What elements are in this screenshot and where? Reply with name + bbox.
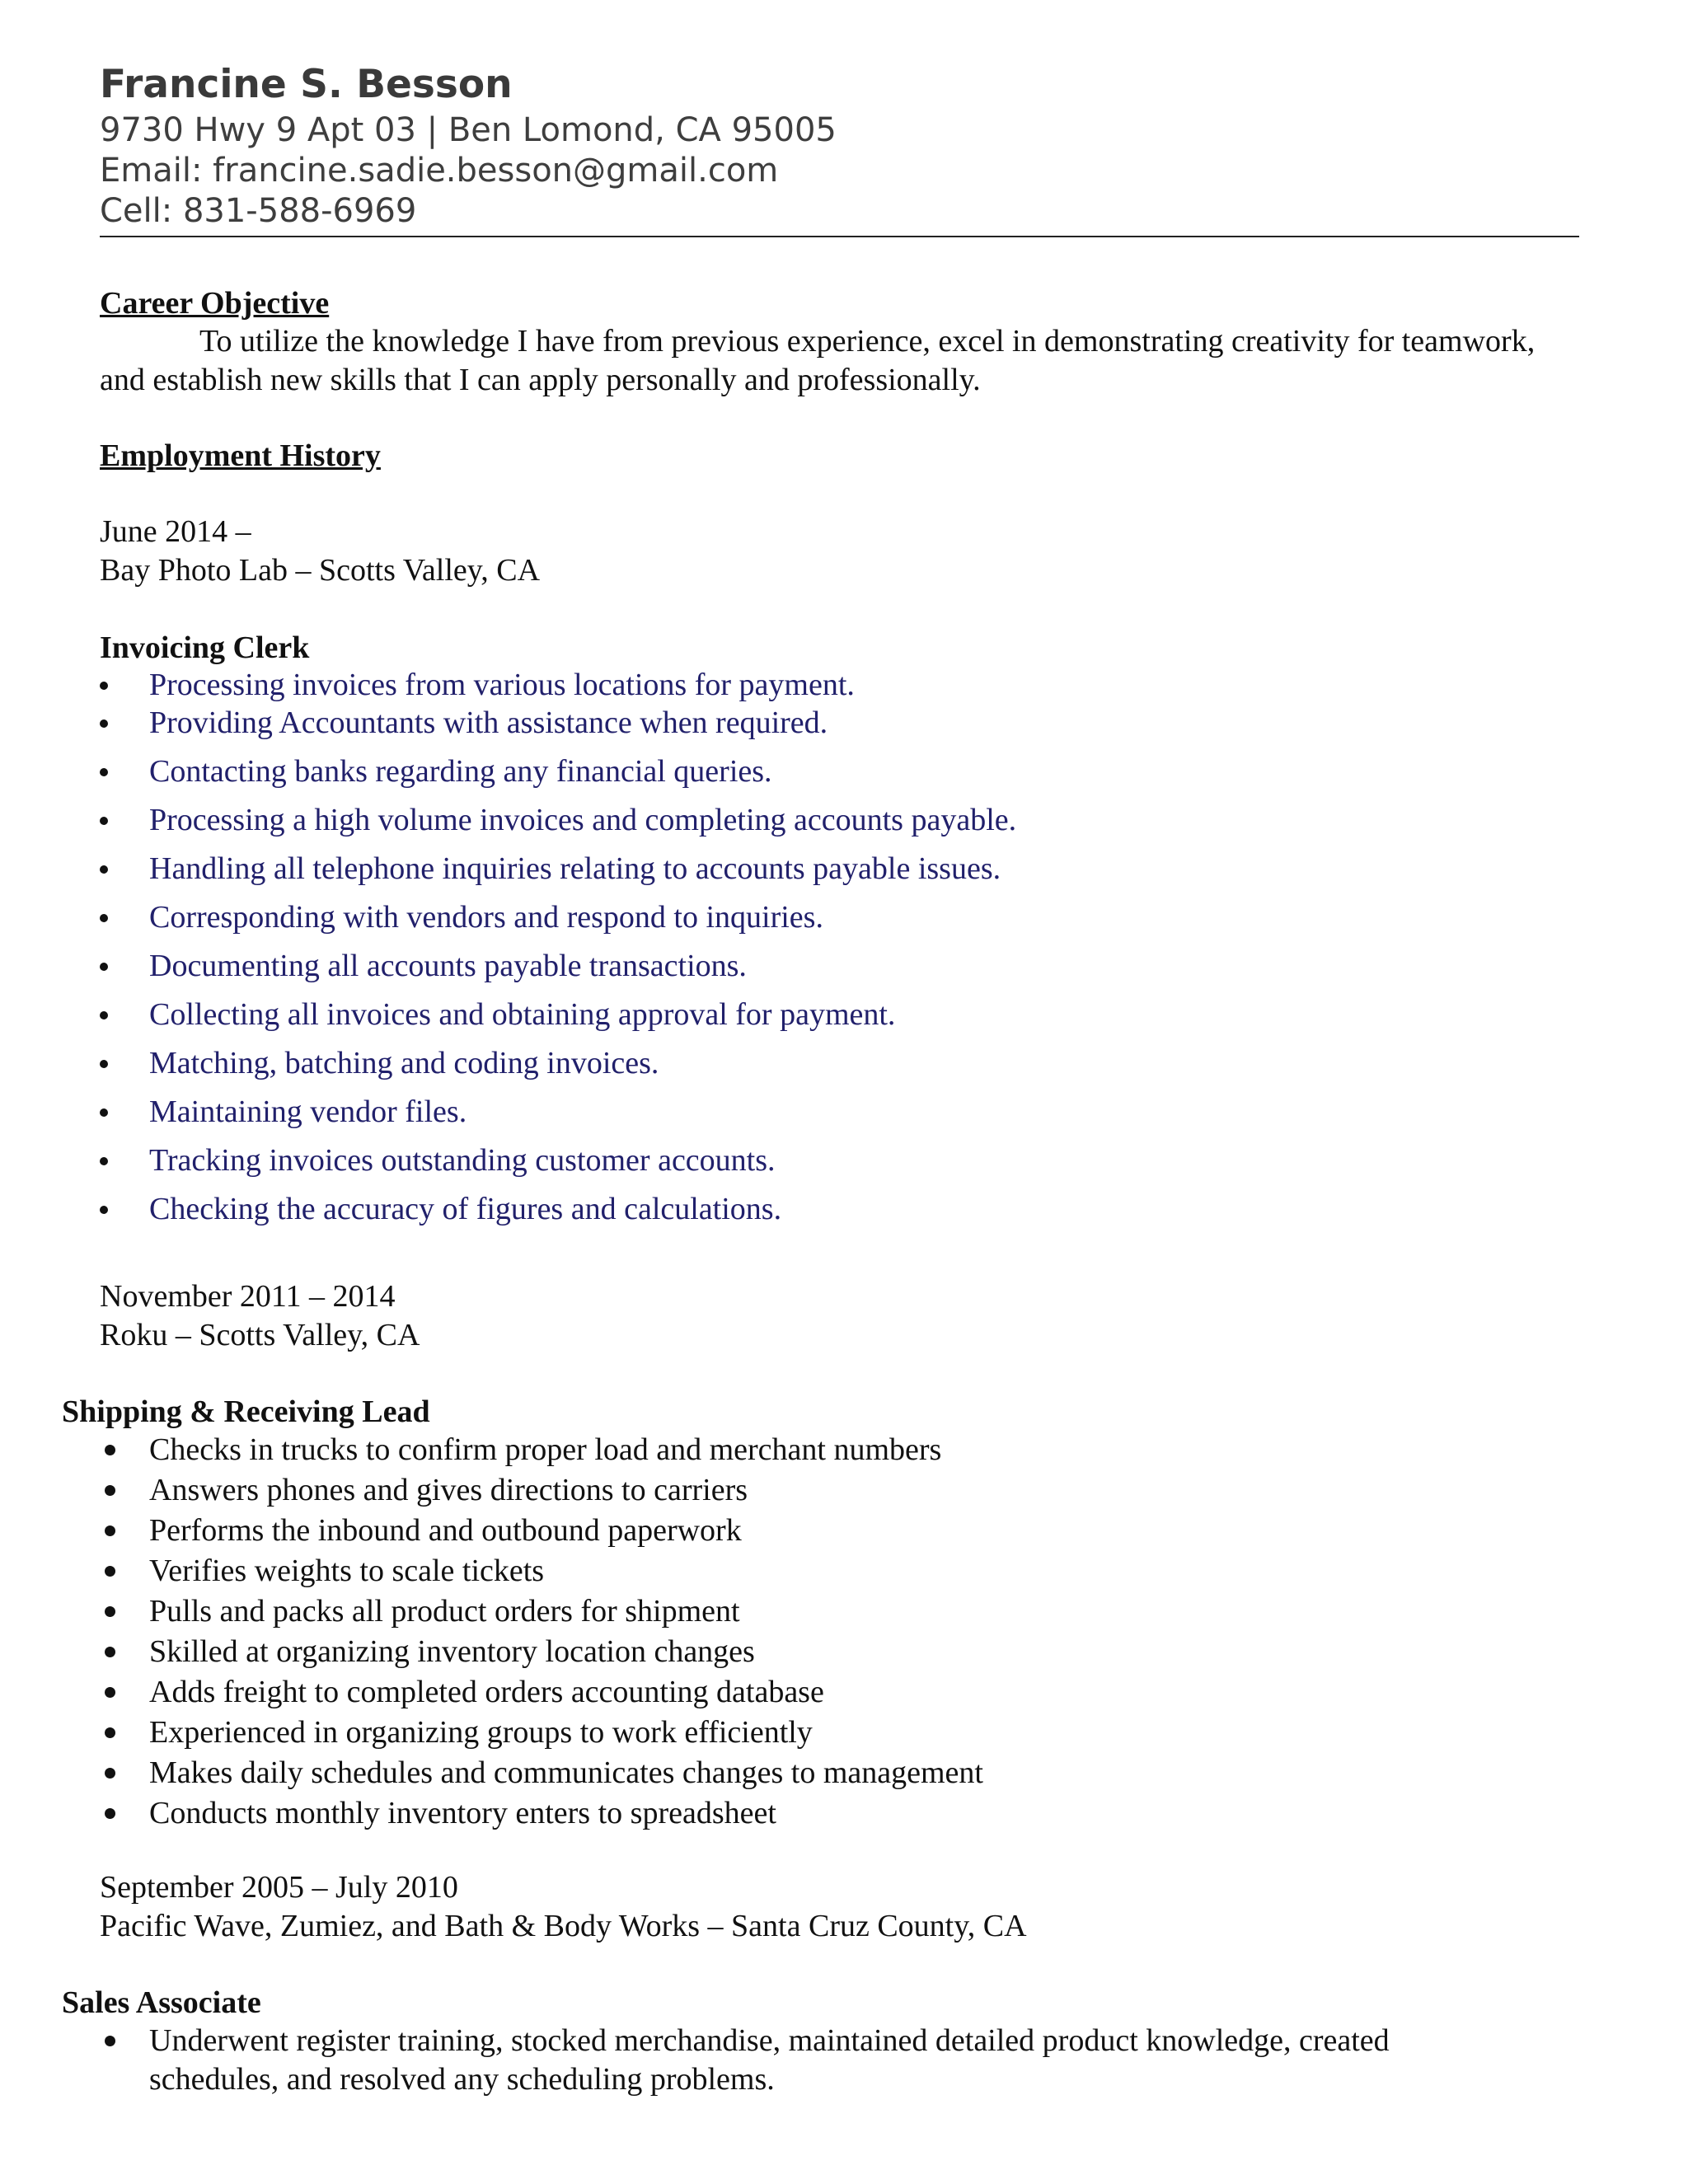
job-employer: Pacific Wave, Zumiez, and Bath & Body Works – Santa Cruz County, CA — [100, 1909, 1027, 1943]
contact-header — [100, 59, 1579, 232]
objective-text: To utilize the knowledge I have from previous experience, excel in demonstrating creativity for teamwork, and establish new skills that I can apply personally and professionally. — [100, 324, 1536, 397]
bullet-icon — [100, 1108, 108, 1117]
bullet-icon — [100, 817, 108, 825]
bullet-icon — [100, 719, 108, 728]
list-item: Processing a high volume invoices and completing accounts payable. — [100, 801, 1016, 850]
bullet-icon — [105, 2036, 115, 2046]
bullet-icon — [100, 963, 108, 971]
job-bullet-list — [100, 2022, 1501, 2099]
list-item: Conducts monthly inventory enters to spreadsheet — [100, 1794, 983, 1835]
list-item: Handling all telephone inquiries relating to accounts payable issues. — [100, 850, 1016, 898]
list-item: Skilled at organizing inventory location changes — [100, 1633, 983, 1673]
job-dates: November 2011 – 2014 — [100, 1279, 396, 1314]
bullet-icon — [105, 1808, 115, 1819]
job-bullet-list — [100, 666, 1016, 1239]
bullet-icon — [105, 1526, 115, 1536]
job-employer: Roku – Scotts Valley, CA — [100, 1318, 420, 1352]
job-dates: June 2014 – — [100, 514, 251, 549]
job-employer: Bay Photo Lab – Scotts Valley, CA — [100, 553, 541, 588]
bullet-icon — [100, 1206, 108, 1214]
bullet-icon — [105, 1687, 115, 1698]
bullet-icon — [105, 1445, 115, 1455]
bullet-icon — [100, 1060, 108, 1068]
list-item: Tracking invoices outstanding customer accounts. — [100, 1141, 1016, 1190]
list-item: Verifies weights to scale tickets — [100, 1552, 983, 1592]
job-dates: September 2005 – July 2010 — [100, 1870, 458, 1905]
bullet-icon — [100, 1157, 108, 1165]
list-item: Answers phones and gives directions to carriers — [100, 1471, 983, 1511]
employment-heading: Employment History — [100, 438, 381, 473]
header-divider — [100, 236, 1579, 237]
address-line: 9730 Hwy 9 Apt 03 | Ben Lomond, CA 95005 — [100, 111, 837, 149]
list-item: Collecting all invoices and obtaining approval for payment. — [100, 996, 1016, 1044]
list-item: Performs the inbound and outbound paperwork — [100, 1511, 983, 1552]
candidate-name: Francine S. Besson — [100, 62, 513, 107]
list-item: Underwent register training, stocked merchandise, maintained detailed product knowledge, created schedules, and resolved any scheduling problems. — [100, 2022, 1501, 2099]
bullet-icon — [100, 914, 108, 922]
bullet-icon — [105, 1566, 115, 1577]
list-item: Corresponding with vendors and respond to inquiries. — [100, 898, 1016, 947]
list-item: Matching, batching and coding invoices. — [100, 1044, 1016, 1093]
list-item: Processing invoices from various locations for payment. — [100, 666, 1016, 704]
bullet-icon — [105, 1768, 115, 1779]
bullet-icon — [100, 768, 108, 776]
list-item: Experienced in organizing groups to work efficiently — [100, 1713, 983, 1754]
list-item: Makes daily schedules and communicates changes to management — [100, 1754, 983, 1794]
list-item: Providing Accountants with assistance when required. — [100, 704, 1016, 752]
list-item: Checks in trucks to confirm proper load and merchant numbers — [100, 1431, 983, 1471]
job-bullet-list — [100, 1431, 983, 1835]
bullet-icon — [105, 1485, 115, 1496]
bullet-icon — [105, 1647, 115, 1657]
bullet-icon — [100, 865, 108, 874]
job-title: Sales Associate — [62, 1985, 261, 2020]
list-item: Maintaining vendor files. — [100, 1093, 1016, 1141]
list-item: Pulls and packs all product orders for shipment — [100, 1592, 983, 1633]
job-title: Invoicing Clerk — [100, 630, 310, 665]
cell-line: Cell: 831-588-6969 — [100, 192, 417, 230]
list-item: Checking the accuracy of figures and calculations. — [100, 1190, 1016, 1239]
list-item: Documenting all accounts payable transactions. — [100, 947, 1016, 996]
job-title: Shipping & Receiving Lead — [62, 1394, 430, 1429]
bullet-icon — [100, 682, 108, 690]
bullet-icon — [100, 1011, 108, 1019]
bullet-icon — [105, 1727, 115, 1738]
bullet-icon — [105, 1606, 115, 1617]
email-line: Email: francine.sadie.besson@gmail.com — [100, 152, 779, 190]
objective-heading: Career Objective — [100, 286, 330, 321]
list-item: Contacting banks regarding any financial queries. — [100, 752, 1016, 801]
list-item: Adds freight to completed orders accounting database — [100, 1673, 983, 1713]
